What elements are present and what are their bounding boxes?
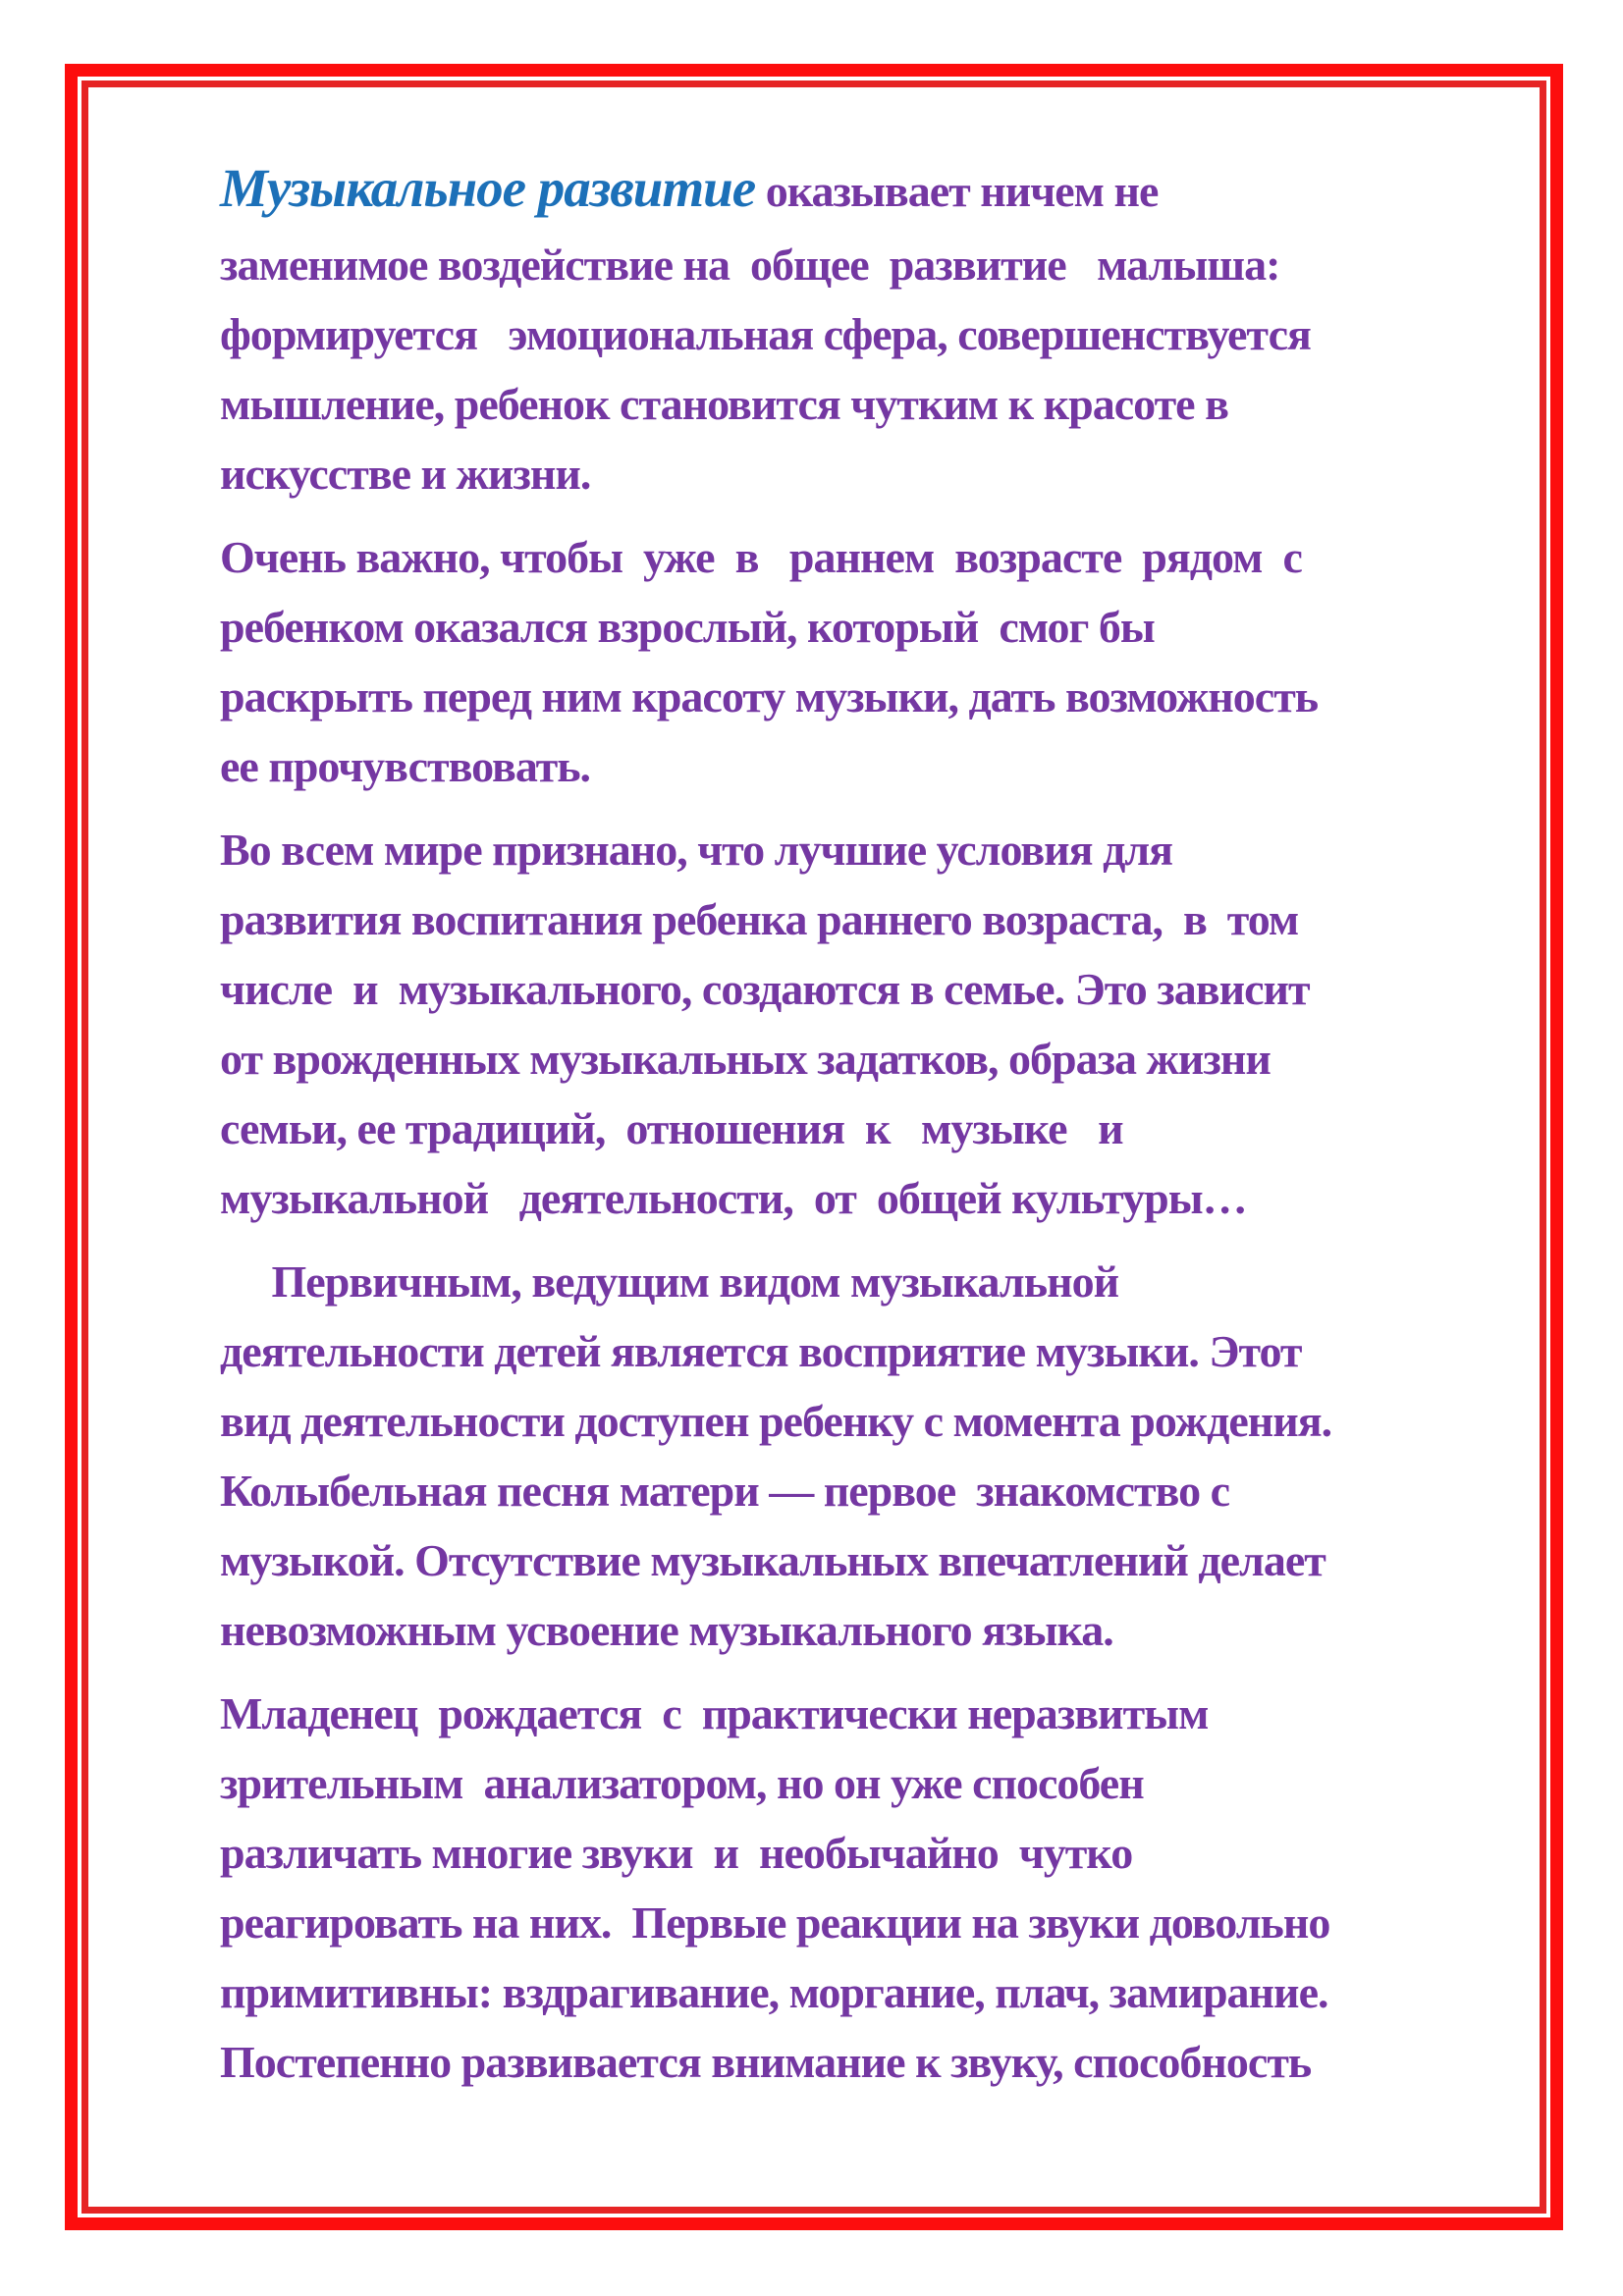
- text-line: Очень важно, чтобы уже в раннем возрасте рядом с: [220, 532, 1302, 582]
- text-line: развития воспитания ребенка раннего возраста, в том: [220, 894, 1299, 944]
- text-line: ребенком оказался взрослый, который смог бы: [220, 602, 1155, 652]
- heading-line: [220, 150, 1504, 230]
- paragraph: [220, 522, 1504, 801]
- text-line: ее прочувствовать.: [220, 741, 591, 791]
- text-line: от врожденных музыкальных задатков, образа жизни: [220, 1034, 1271, 1084]
- heading-text: Музыкальное развитие: [220, 158, 756, 218]
- paragraph: [220, 1679, 1504, 2097]
- document-body: [88, 87, 1540, 2207]
- text-line: реагировать на них. Первые реакции на звуки довольно: [220, 1897, 1330, 1948]
- text-line: Колыбельная песня матери — первое знакомство с: [220, 1466, 1229, 1516]
- text-line: заменимое воздействие на общее развитие малыша:: [220, 240, 1280, 290]
- text-line: музыкой. Отсутствие музыкальных впечатлений делает: [220, 1535, 1325, 1585]
- heading-rest-text: оказывает ничем не: [755, 166, 1159, 216]
- text-line: вид деятельности доступен ребенку с момента рождения.: [220, 1396, 1332, 1446]
- text-line: числе и музыкального, создаются в семье. Это зависит: [220, 964, 1310, 1014]
- decorative-frame-outer: [65, 64, 1563, 2230]
- text-line: зрительным анализатором, но он уже способен: [220, 1758, 1144, 1808]
- text-line: музыкальной деятельности, от общей культуры…: [220, 1173, 1247, 1223]
- text-line: деятельности детей является восприятие музыки. Этот: [220, 1326, 1302, 1376]
- text-line: невозможным усвоение музыкального языка.: [220, 1605, 1113, 1655]
- text-line: раскрыть перед ним красоту музыки, дать возможность: [220, 671, 1319, 721]
- text-line: семьи, ее традиций, отношения к музыке и: [220, 1103, 1123, 1153]
- paragraph: [220, 815, 1504, 1233]
- text-line: Постепенно развивается внимание к звуку, способность: [220, 2037, 1312, 2087]
- paragraph: [220, 150, 1504, 508]
- text-line: Младенец рождается с практически неразвитым: [220, 1688, 1209, 1738]
- paragraph: [220, 1247, 1504, 1665]
- text-line: Первичным, ведущим видом музыкальной: [220, 1256, 1119, 1307]
- text-line: искусстве и жизни.: [220, 449, 591, 499]
- text-line: формируется эмоциональная сфера, совершенствуется: [220, 309, 1311, 359]
- decorative-frame-inner: [81, 80, 1546, 2214]
- text-line: мышление, ребенок становится чутким к красоте в: [220, 379, 1228, 429]
- text-line: примитивны: вздрагивание, моргание, плач, замирание.: [220, 1967, 1328, 2017]
- text-line: различать многие звуки и необычайно чутко: [220, 1828, 1133, 1878]
- text-line: Во всем мире признано, что лучшие условия для: [220, 825, 1173, 875]
